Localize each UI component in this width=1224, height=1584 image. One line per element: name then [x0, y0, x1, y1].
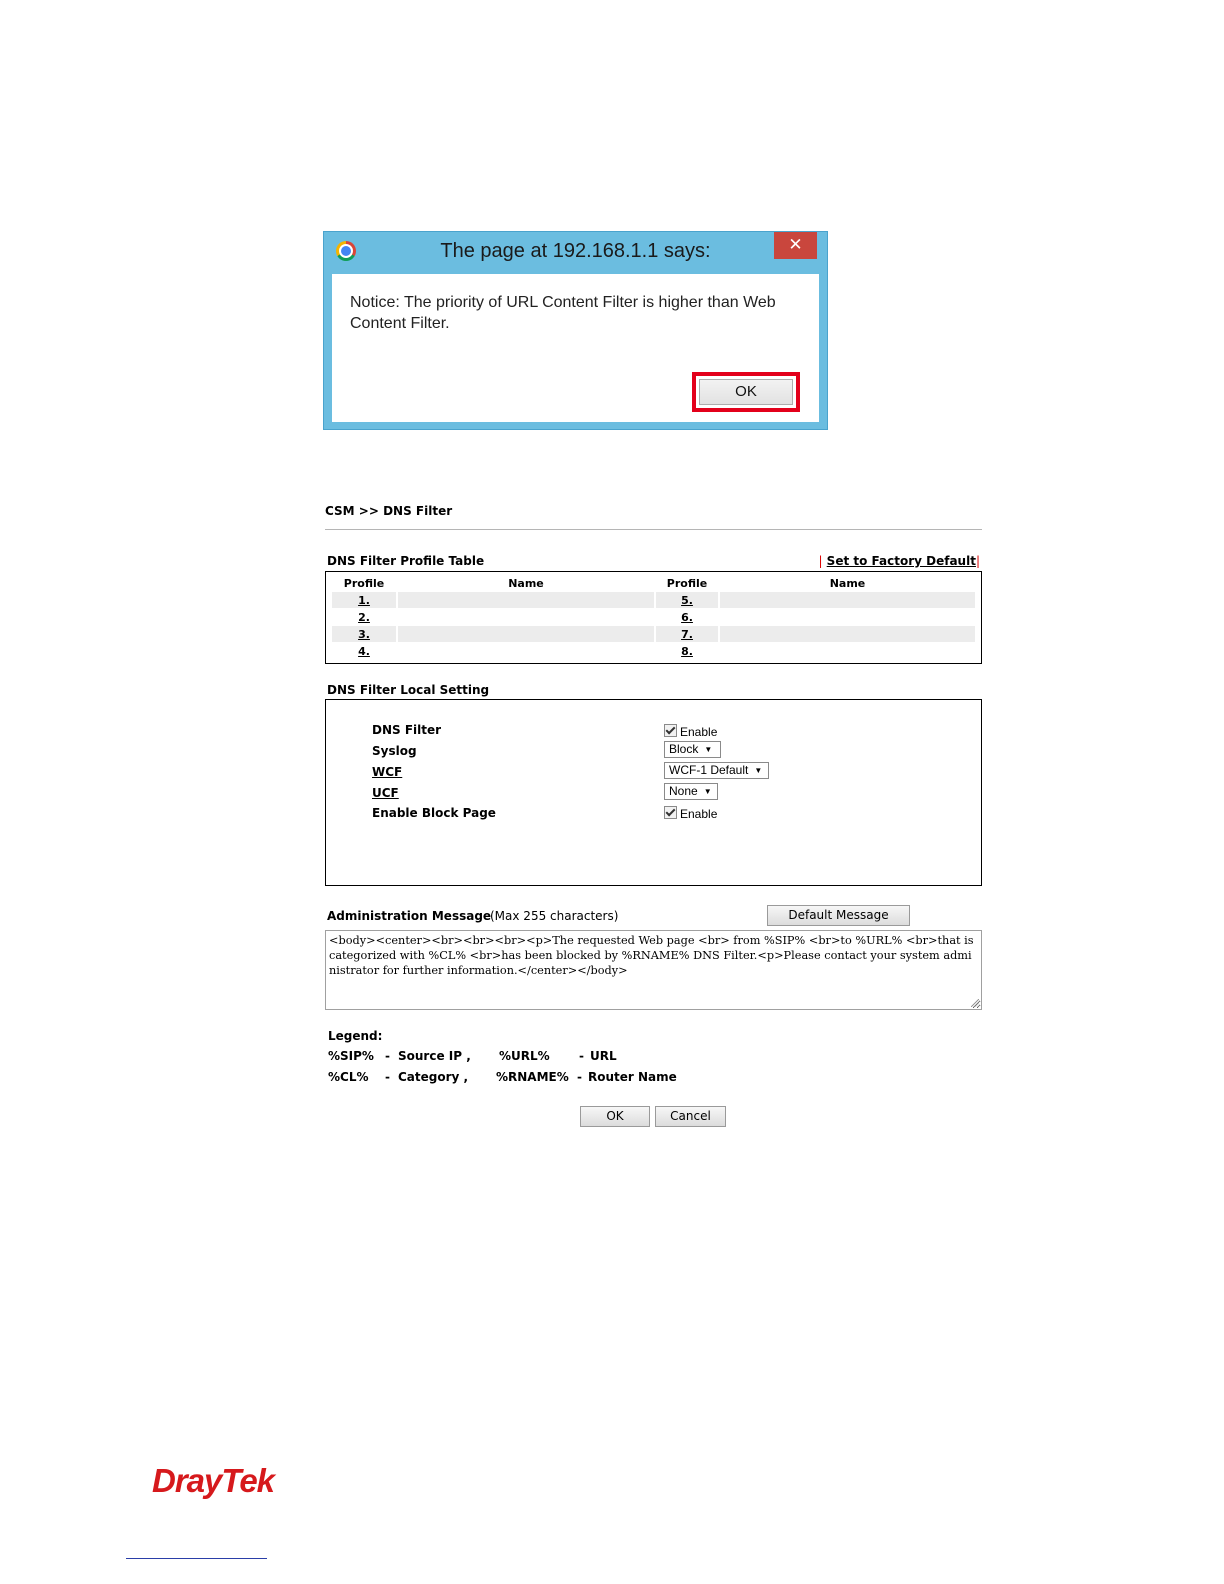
profile-link[interactable]: 1.	[332, 592, 396, 608]
profile-name	[398, 592, 654, 608]
profile-table-box	[325, 571, 982, 664]
dialog-titlebar	[324, 232, 827, 272]
profile-name	[720, 609, 975, 625]
legend-desc: Category ,	[398, 1070, 469, 1084]
profile-name	[398, 643, 654, 659]
syslog-select[interactable]	[664, 741, 721, 758]
table-row	[332, 626, 975, 642]
ucf-select[interactable]	[664, 783, 718, 800]
profile-table-title: DNS Filter Profile Table	[327, 554, 485, 568]
profile-link[interactable]: 3.	[332, 626, 396, 642]
local-setting-box	[325, 699, 982, 886]
breadcrumb: CSM >> DNS Filter	[325, 504, 453, 518]
profile-link[interactable]: 8.	[681, 644, 693, 658]
table-row	[332, 592, 975, 608]
admin-message-text: <body><center><br><br><br><p>The requested Web page <br> from %SIP% <br>to %URL% <br>that is categorized with %CL% <br>has been blocked by %RNAME% DNS Filter.<p>Please contact your system administrator for further information.</center></body>	[329, 934, 974, 977]
legend-key: %SIP%	[328, 1049, 374, 1063]
cancel-button[interactable]: Cancel	[655, 1106, 726, 1127]
profile-link[interactable]: 7.	[656, 626, 718, 642]
footer-divider	[126, 1558, 267, 1559]
dialog-title: The page at 192.168.1.1 says:	[440, 240, 711, 262]
dns-filter-label: DNS Filter	[372, 723, 442, 737]
profile-link[interactable]: 2.	[358, 610, 370, 624]
profile-link[interactable]: 4.	[358, 644, 370, 658]
legend-desc: Router Name	[588, 1070, 677, 1084]
dns-filter-enable-label: Enable	[680, 725, 718, 739]
dropdown-arrow-icon: ▼	[704, 745, 713, 754]
wcf-select[interactable]	[664, 762, 769, 779]
profile-name	[720, 592, 975, 608]
admin-message-textarea[interactable]	[325, 930, 982, 1010]
ucf-value: None	[669, 784, 698, 798]
table-row	[332, 609, 975, 625]
block-page-enable-label: Enable	[680, 807, 718, 821]
wcf-value: WCF-1 Default	[669, 763, 749, 777]
resize-grip-icon[interactable]	[971, 999, 979, 1007]
legend-key: %CL%	[328, 1070, 369, 1084]
ucf-control	[664, 783, 718, 800]
profile-name	[398, 609, 654, 625]
admin-message-label: Administration Message	[327, 909, 492, 923]
alert-dialog	[323, 231, 828, 430]
column-header-name: Name	[829, 577, 866, 590]
admin-message-hint: (Max 255 characters)	[490, 909, 619, 923]
column-header-name: Name	[508, 577, 544, 590]
legend-desc: URL	[590, 1049, 617, 1063]
factory-default-link-wrap: | Set to Factory Default|	[818, 554, 980, 568]
profile-link[interactable]: 6.	[681, 610, 693, 624]
dialog-ok-button[interactable]: OK	[699, 379, 793, 405]
block-page-control	[664, 806, 717, 821]
wcf-control	[664, 762, 769, 779]
dropdown-arrow-icon: ▼	[754, 766, 763, 775]
profile-name	[398, 626, 654, 642]
local-setting-title: DNS Filter Local Setting	[327, 683, 490, 697]
dns-filter-checkbox[interactable]	[664, 724, 677, 737]
block-page-label: Enable Block Page	[372, 806, 496, 820]
profile-table	[330, 575, 977, 660]
block-page-checkbox[interactable]	[664, 806, 677, 819]
legend-desc: Source IP ,	[398, 1049, 471, 1063]
default-message-button[interactable]: Default Message	[767, 905, 910, 926]
legend-key: %RNAME%	[496, 1070, 569, 1084]
syslog-value: Block	[669, 742, 699, 756]
ok-button-highlight	[692, 372, 800, 412]
dns-filter-control	[664, 724, 717, 739]
profile-link[interactable]: 5.	[656, 592, 718, 608]
legend-title: Legend:	[328, 1029, 383, 1043]
table-row	[332, 643, 975, 659]
draytek-logo: DrayTek	[152, 1462, 275, 1499]
dialog-body	[332, 274, 819, 422]
column-header-profile: Profile	[343, 577, 385, 590]
ok-button[interactable]: OK	[580, 1106, 650, 1127]
divider	[325, 529, 982, 530]
legend-key: %URL%	[499, 1049, 550, 1063]
column-header-profile: Profile	[666, 577, 708, 590]
syslog-control	[664, 741, 721, 758]
close-button[interactable]: ✕	[774, 232, 817, 259]
profile-name	[720, 643, 975, 659]
dropdown-arrow-icon: ▼	[703, 787, 712, 796]
syslog-label: Syslog	[372, 744, 417, 758]
set-factory-default-link[interactable]: Set to Factory Default	[826, 554, 976, 568]
dialog-message: Notice: The priority of URL Content Filter is higher than Web Content Filter.	[350, 294, 776, 332]
wcf-label[interactable]: WCF	[372, 765, 403, 779]
profile-name	[720, 626, 975, 642]
ucf-label[interactable]: UCF	[372, 786, 399, 800]
